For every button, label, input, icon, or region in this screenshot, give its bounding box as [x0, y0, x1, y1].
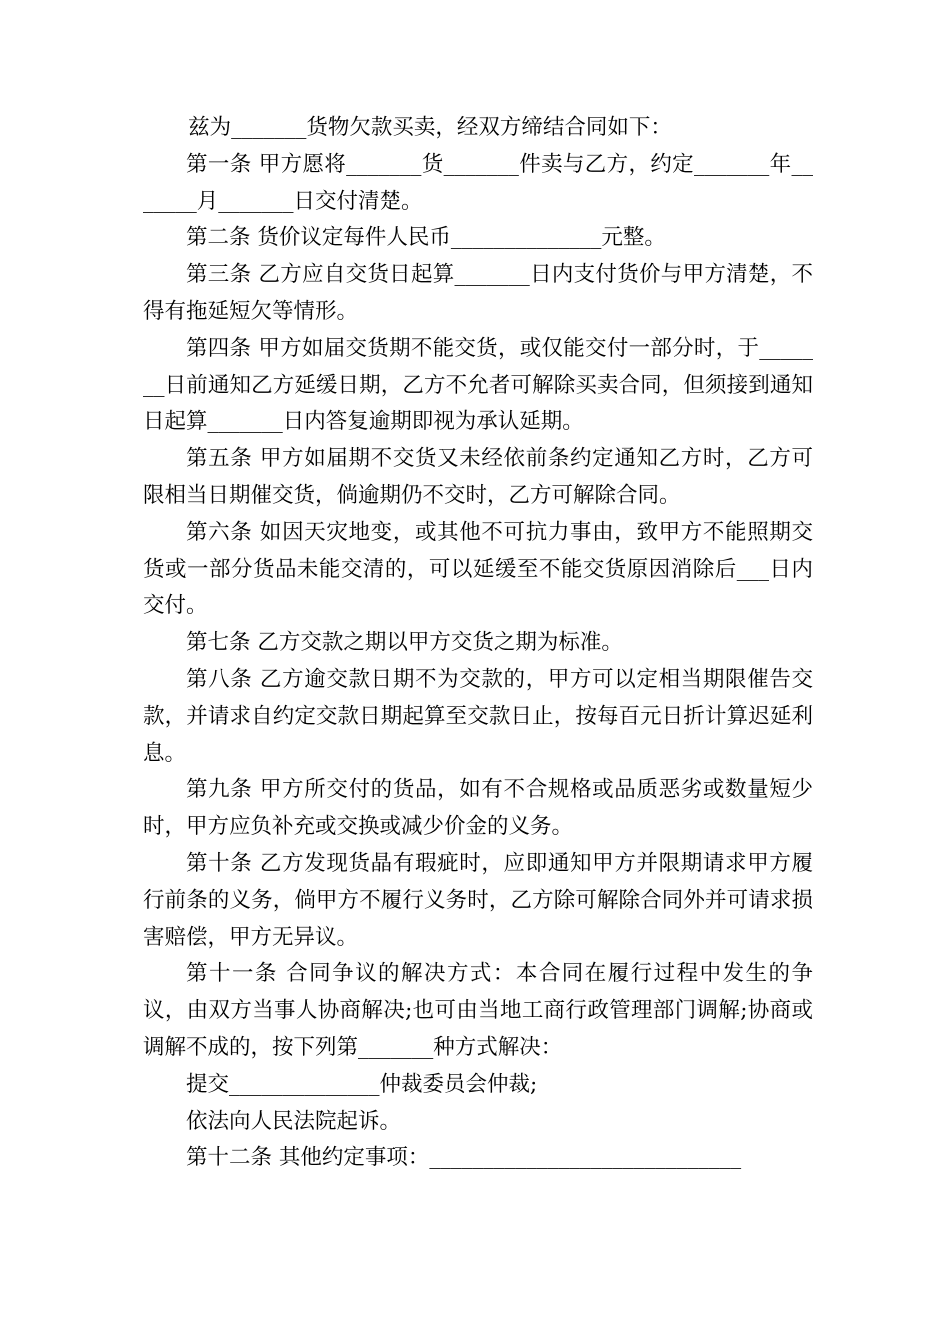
- article-2-paragraph: 第二条 货价议定每件人民币______________元整。: [186, 225, 666, 251]
- article-8-paragraph: 第八条 乙方逾交款日期不为交款的，甲方可以定相当期限催告交款，并请求自约定交款日期起算至交款日止，按每百元日折计算迟延利息。: [143, 666, 813, 766]
- article-6-paragraph: 第六条 如因天灾地变，或其他不可抗力事由，致甲方不能照期交货或一部分货品未能交清的，可以延缓至不能交货原因消除后___日内交付。: [143, 519, 813, 619]
- document-page: [143, 110, 813, 1177]
- article-10-paragraph: 第十条 乙方发现货晶有瑕疵时，应即通知甲方并限期请求甲方履行前条的义务，倘甲方不履行义务时，乙方除可解除合同外并可请求损害赔偿，甲方无异议。: [143, 850, 813, 950]
- article-9-paragraph: 第九条 甲方所交付的货品，如有不合规格或品质恶劣或数量短少时，甲方应负补充或交换或减少价金的义务。: [143, 777, 813, 840]
- article-5-paragraph: 第五条 甲方如届期不交货又未经依前条约定通知乙方时，乙方可限相当日期催交货，倘逾期仍不交时，乙方可解除合同。: [143, 446, 813, 508]
- litigation-option-paragraph: 依法向人民法院起诉。: [186, 1108, 402, 1134]
- article-12-paragraph: 第十二条 其他约定事项：_____________________________: [186, 1145, 742, 1171]
- arbitration-option-paragraph: 提交______________仲裁委员会仲裁;: [186, 1071, 538, 1097]
- article-4-paragraph: 第四条 甲方如届交货期不能交货，或仅能交付一部分时，于_______日前通知乙方延缓日期，乙方不允者可解除买卖合同，但须接到通知日起算_______日内答复逾期即视为承认延期。: [143, 335, 813, 435]
- intro-paragraph: 兹为_______货物欠款买卖，经双方缔结合同如下：: [188, 115, 672, 140]
- article-3-paragraph: 第三条 乙方应自交货日起算_______日内支付货价与甲方清楚，不得有拖延短欠等情形。: [143, 262, 813, 324]
- article-7-paragraph: 第七条 乙方交款之期以甲方交货之期为标准。: [186, 630, 623, 656]
- article-11-paragraph: 第十一条 合同争议的解决方式：本合同在履行过程中发生的争议，由双方当事人协商解决;也可由当地工商行政管理部门调解;协商或调解不成的，按下列第_______种方式解决：: [143, 961, 813, 1060]
- article-1-paragraph: 第一条 甲方愿将_______货_______件卖与乙方，约定_______年_______月_______日交付清楚。: [143, 151, 813, 214]
